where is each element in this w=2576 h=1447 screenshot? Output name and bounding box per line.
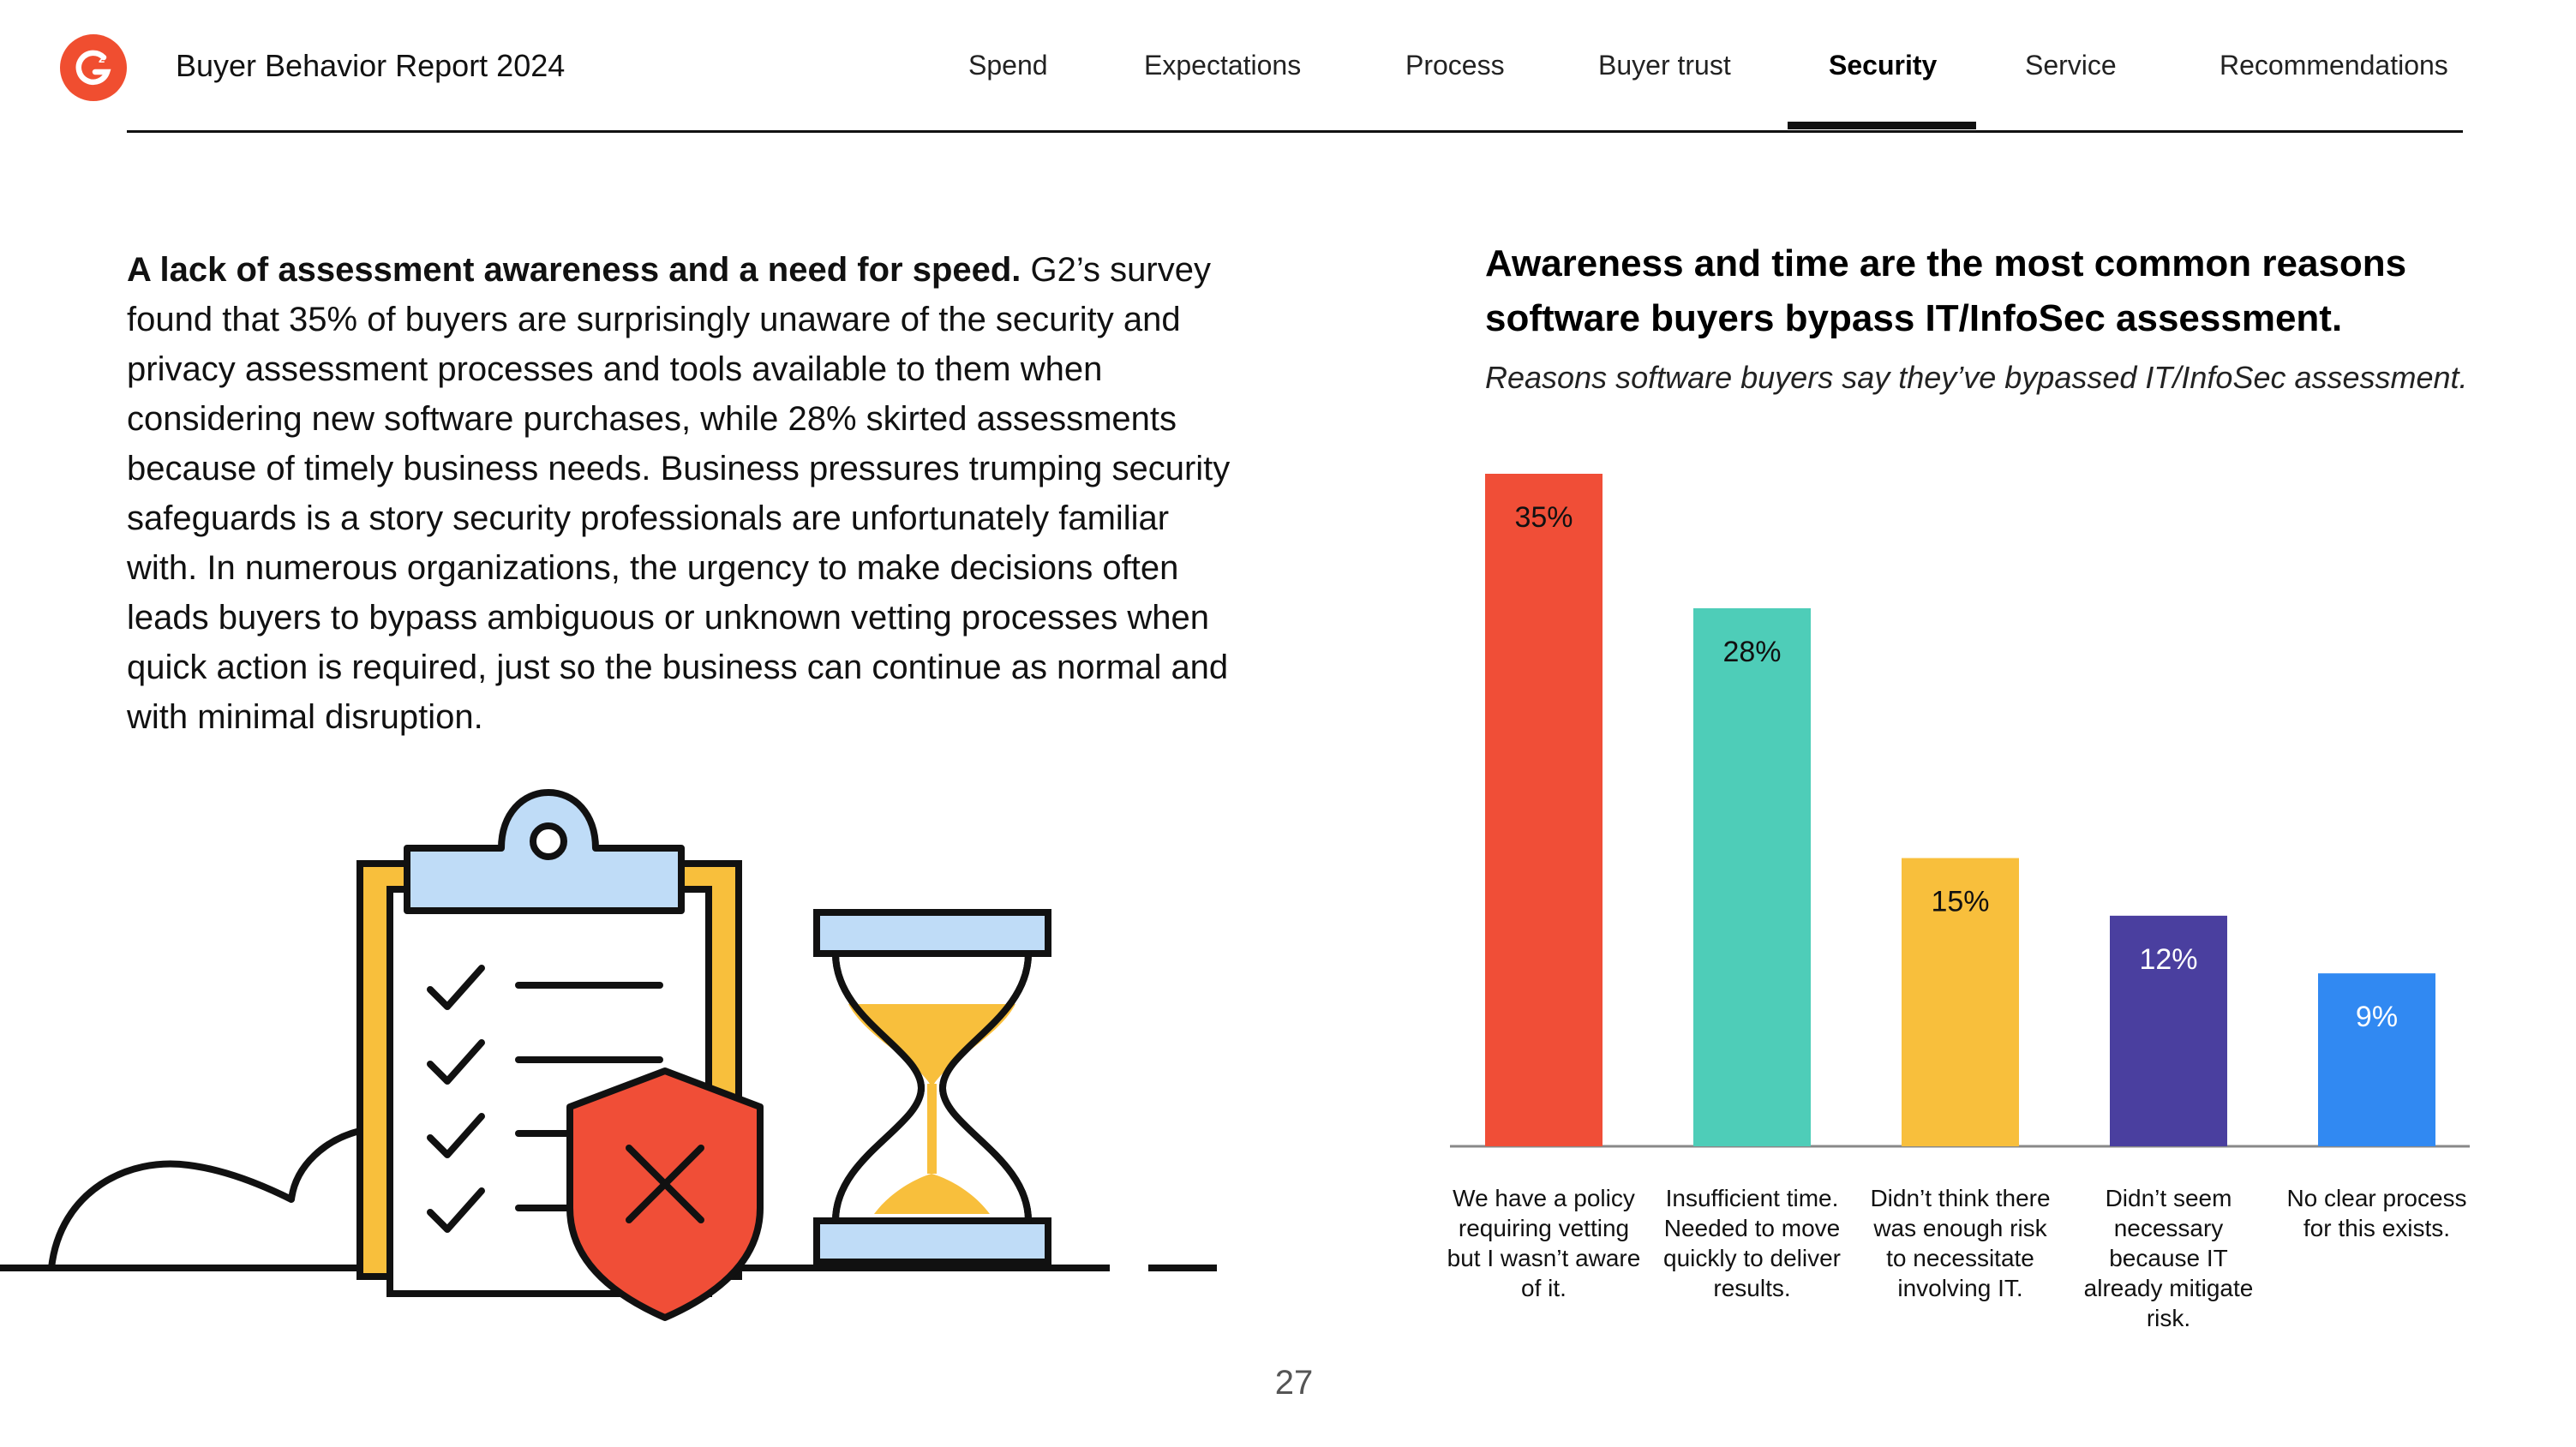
bar-2: [1693, 608, 1811, 1146]
chart-title: Awareness and time are the most common reasons software buyers bypass IT/InfoSec assessment.: [1485, 242, 2407, 339]
page-number: 27: [1274, 1364, 1314, 1402]
bar-chart: [1440, 428, 2485, 1157]
category-label-5: No clear process for this exists.: [2286, 1185, 2467, 1241]
chart-subtitle: Reasons software buyers say they’ve bypassed IT/InfoSec assessment.: [1485, 360, 2468, 395]
data-label-4: 12%: [2139, 942, 2198, 976]
category-label-4: Didn’t seem necessary because IT already mitigate risk.: [2083, 1185, 2254, 1331]
category-label-2: Insufficient time. Needed to move quickly to deliver results.: [1663, 1185, 1841, 1301]
nav-spend[interactable]: Spend: [968, 50, 1048, 81]
header-divider: [127, 130, 2463, 133]
data-label-3: 15%: [1931, 885, 1990, 918]
hourglass-icon: [817, 912, 1048, 1262]
nav-recommendations[interactable]: Recommendations: [2220, 50, 2448, 81]
svg-text:2: 2: [99, 52, 105, 65]
nav-expectations[interactable]: Expectations: [1144, 50, 1302, 81]
cloud-shape: [51, 1131, 360, 1268]
body-lead: A lack of assessment awareness and a need for speed.: [127, 251, 1021, 289]
report-title: Buyer Behavior Report 2024: [176, 48, 566, 83]
category-label-1: We have a policy requiring vetting but I wasn’t aware of it.: [1447, 1185, 1641, 1301]
nav-process[interactable]: Process: [1405, 50, 1505, 81]
body-text: G2’s survey found that 35% of buyers are surprisingly unaware of the security and privacy assessment processes and tools available to them when considering new software purchases, while 28% skirted assessments because of timely business needs. Business pressures trumping security safeguards is a story security professionals are unfortunately familiar with. In numerous organizations, the urgency to make decisions often leads buyers to bypass ambiguous or unknown vetting processes when quick action is required, just so the business can continue as normal and with minimal disruption.: [127, 251, 1231, 736]
data-label-2: 28%: [1722, 636, 1782, 668]
section-nav: [0, 50, 2576, 84]
data-label-1: 35%: [1514, 501, 1573, 534]
bar-1: [1485, 474, 1603, 1146]
data-label-5: 9%: [2355, 1001, 2399, 1034]
nav-security[interactable]: Security: [1829, 50, 1938, 81]
nav-service[interactable]: Service: [2025, 50, 2117, 81]
security-illustration: [0, 788, 1243, 1336]
active-tab-indicator: [1788, 122, 1976, 129]
clipboard-hole: [533, 826, 564, 857]
bar-5: [2318, 973, 2435, 1146]
body-paragraph: [127, 245, 1232, 742]
nav-buyer-trust[interactable]: Buyer trust: [1598, 50, 1731, 81]
category-label-3: Didn’t think there was enough risk to necessitate involving IT.: [1870, 1185, 2051, 1301]
